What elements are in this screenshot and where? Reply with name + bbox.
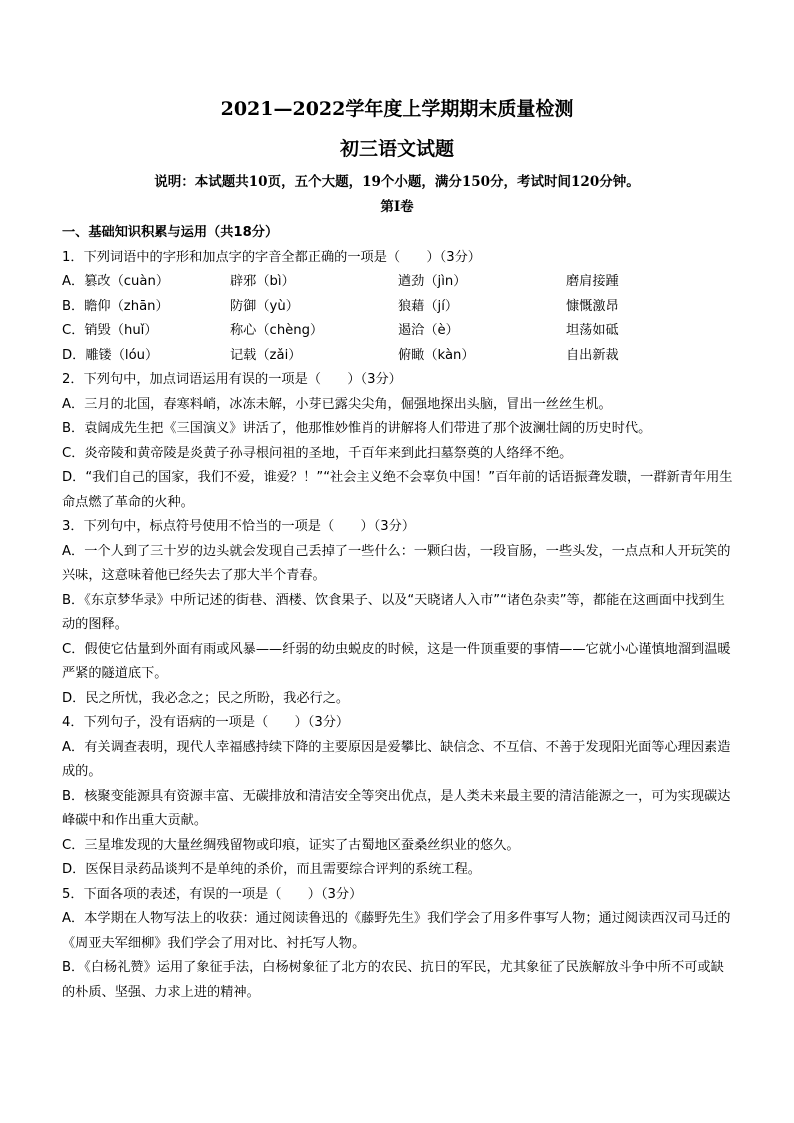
q1-option-b-word1: B．瞻仰（zhān） (62, 298, 169, 314)
q3-option-d: D．民之所忧，我必念之；民之所盼，我必行之。 (62, 690, 350, 706)
q1-option-c-word4: 坦荡如砥 (566, 323, 619, 338)
exam-instructions: 说明：本试题共10页，五个大题，19个小题，满分150分，考试时间120分钟。 (154, 174, 640, 190)
q1-option-a-word1: A．篡改（cuàn） (62, 274, 170, 289)
q1-option-d-word1: D．雕镂（lóu） (62, 347, 159, 363)
q1-option-c-word3: 遏洽（è） (398, 323, 459, 338)
q5-option-b: B．《白杨礼赞》运用了象征手法，白杨树象征了北方的农民、抗日的军民，尤其象征了民族解放斗争中所不可或缺的朴质、坚强、力求上进的精神。 (62, 960, 724, 1000)
q1-option-a-word3: 遒劲（jìn） (398, 274, 467, 289)
section-heading: 一、基础知识积累与运用（共18分） (62, 225, 279, 240)
q1-option-b-word3: 狼藉（jí） (398, 298, 459, 314)
q1-option-d-word3: 俯瞰（kàn） (398, 347, 475, 363)
question-1-stem: 1．下列词语中的字形和加点字的字音全都正确的一项是（ ）（3分） (62, 249, 481, 265)
q3-option-b: B．《东京梦华录》中所记述的街巷、酒楼、饮食果子、以及“天晓诸人入市”“诸色杂卖”等，都能在这画面中找到生动的图释。 (62, 592, 725, 632)
q4-option-b: B．核聚变能源具有资源丰富、无碳排放和清洁安全等突出优点，是人类未来最主要的清洁能源之一，可为实现碳达峰碳中和作出重大贡献。 (62, 788, 731, 828)
question-1-options (62, 270, 734, 368)
q5-option-a: A．本学期在人物写法上的收获：通过阅读鲁迅的《藤野先生》我们学会了用多件事写人物；通过阅读西汉司马迁的《周亚夫军细柳》我们学会了用对比、衬托写人物。 (62, 911, 731, 951)
q1-option-a-word4: 磨肩接踵 (566, 274, 619, 289)
q3-option-a: A．一个人到了三十岁的边头就会发现自己丢掉了一些什么：一颗臼齿，一段盲肠，一些头发，一点点和人开玩笑的兴味，这意味着他已经失去了那大半个青春。 (62, 543, 731, 583)
q4-option-a: A．有关调查表明，现代人幸福感持续下降的主要原因是爱攀比、缺信念、不互信、不善于发现阳光面等心理因素造成的。 (62, 739, 731, 779)
question-4-stem: 4．下列句子，没有语病的一项是（ ）（3分） (62, 715, 350, 730)
q1-option-a-word2: 辟邪（bì） (230, 274, 295, 289)
q1-option-d-word2: 记载（zǎi） (230, 347, 302, 363)
q4-option-d: D．医保目录药品谈判不是单纯的杀价，而且需要综合评判的系统工程。 (62, 862, 481, 877)
q1-option-d-word4: 自出新裁 (566, 347, 619, 363)
q1-option-c-word1: C．销毁（huǐ） (62, 323, 158, 338)
exam-title: 2021—2022学年度上学期期末质量检测 (220, 98, 574, 120)
q4-option-c: C．三星堆发现的大量丝绸残留物或印痕，证实了古蜀地区蚕桑丝织业的悠久。 (62, 837, 520, 853)
q2-option-d: D．“我们自己的国家，我们不爱，谁爱？！”“社会主义绝不会辜负中国！”百年前的话语振聋发聩，一群新青年用生命点燃了革命的火种。 (62, 470, 733, 510)
question-2-stem: 2．下列句中，加点词语运用有误的一项是（ ）（3分） (62, 372, 402, 387)
q2-option-b: B．袁阔成先生把《三国演义》讲活了，他那惟妙惟肖的讲解将人们带进了那个波澜壮阔的历史时代。 (62, 421, 652, 436)
q2-option-a: A．三月的北国，春寒料峭，冰冻未解，小芽已露尖尖角，倔强地探出头脑，冒出一丝丝生机。 (62, 396, 612, 412)
q1-option-b-word2: 防御（yù） (230, 298, 299, 314)
q1-option-b-word4: 慷慨激昂 (566, 298, 619, 314)
question-5-stem: 5．下面各项的表述，有误的一项是（ ）（3分） (62, 886, 363, 902)
q2-option-c: C．炎帝陵和黄帝陵是炎黄子孙寻根问祖的圣地，千百年来到此扫墓祭奠的人络绎不绝。 (62, 445, 573, 461)
q1-option-c-word2: 称心（chèng） (230, 323, 324, 338)
volume-label: 第Ⅰ卷 (380, 199, 414, 215)
q3-option-c: C．假使它估量到外面有雨或风暴——纤弱的幼虫蜕皮的时候，这是一件顶重要的事情——它就小心谨慎地溜到温暖严紧的隧道底下。 (62, 641, 731, 681)
exam-content (62, 221, 734, 1005)
question-3-stem: 3．下列句中，标点符号使用不恰当的一项是（ ）（3分） (62, 519, 416, 534)
exam-subtitle: 初三语文试题 (339, 138, 454, 160)
